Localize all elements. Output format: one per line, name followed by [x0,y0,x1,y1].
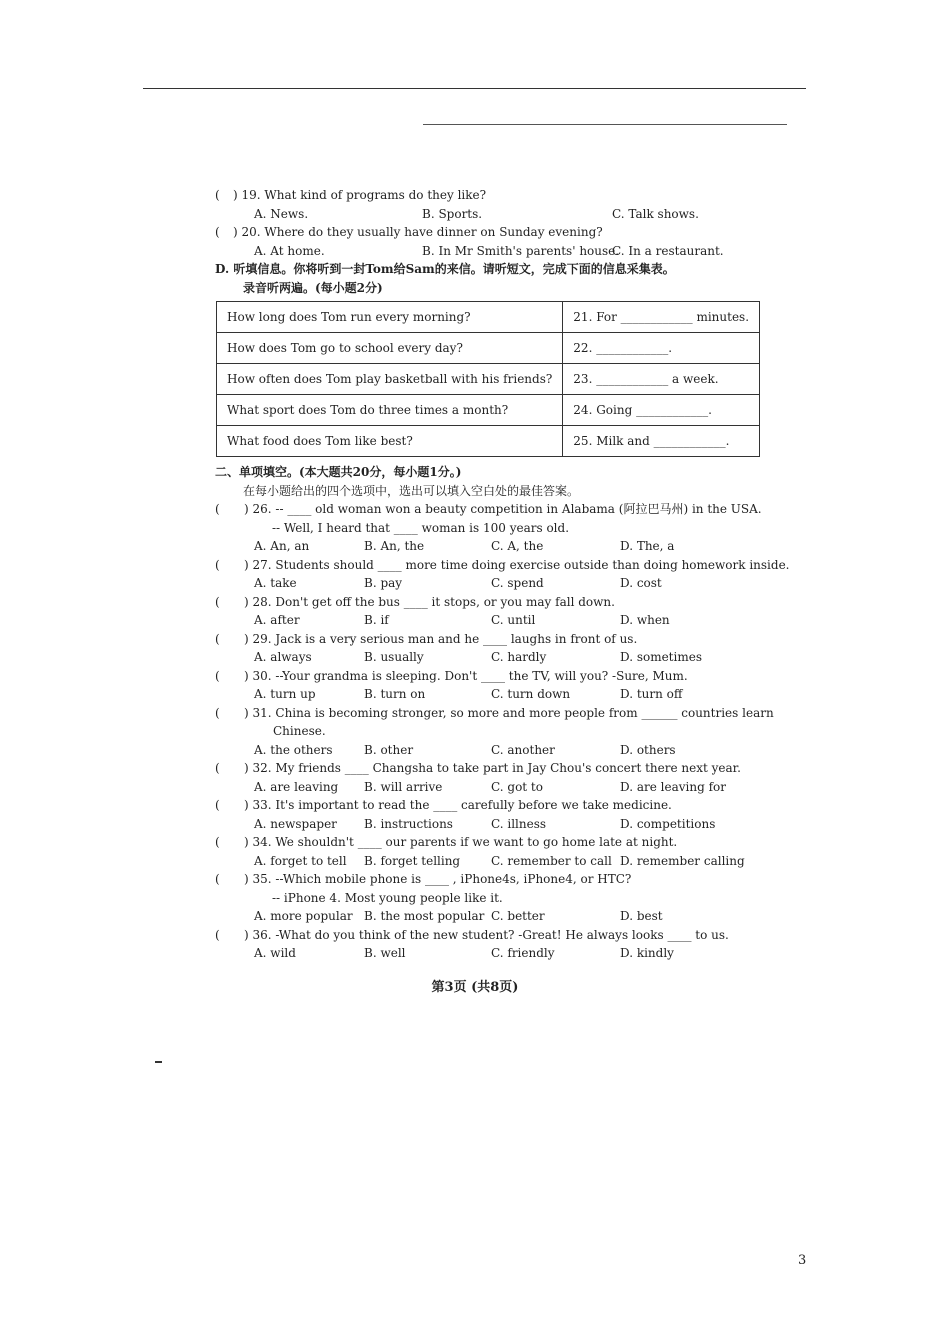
option-d: D. are leaving for [620,779,726,794]
option-b: B. usually [364,650,424,664]
option-c: C. friendly [491,946,555,960]
table-answer: 21. For ____________ minutes. [563,302,760,333]
answer-paren: ( [215,225,220,239]
question-text: ) 30. --Your grandma is sleeping. Don't ____ the TV, will you? -Sure, Mum. [244,668,688,683]
table-question: How does Tom go to school every day? [217,333,563,364]
question-text: -- iPhone 4. Most young people like it. [272,890,503,905]
answer-paren: ( [215,668,220,683]
top-rule [143,88,806,89]
table-question: What sport does Tom do three times a month? [217,395,563,426]
option-d: D. competitions [620,816,716,831]
question-27 [215,556,790,575]
option-c: C. better [491,909,545,923]
table-question: What food does Tom like best? [217,426,563,457]
answer-paren: ( [215,872,220,886]
table-row [217,426,760,457]
question-32 [215,759,745,778]
question-text: ) 31. China is becoming stronger, so more and more people from ______ countries learn [244,705,774,720]
answer-paren: ( [215,188,220,202]
question-33 [215,796,745,815]
option-a: A. newspaper [254,816,337,831]
option-d: D. kindly [620,946,674,960]
option-c: C. got to [491,779,543,794]
answer-paren: ( [215,798,220,812]
option-b: B. An, the [364,539,425,553]
option-b: B. instructions [364,816,453,831]
option-a: A. News. [254,206,309,221]
question-36 [215,926,745,945]
section-2-heading: 二、单项填空。(本大题共20分，每小题1分。) [215,465,462,479]
option-a: A. wild [254,946,296,960]
options-36 [215,944,745,963]
option-b: B. pay [364,576,403,590]
options-33 [215,815,745,834]
options-20 [215,242,745,261]
option-c: C. turn down [491,687,571,701]
option-b: B. In Mr Smith's parents' house. [422,243,620,258]
answer-paren: ( [215,927,220,942]
question-34 [215,833,745,852]
option-a: A. the others [254,742,333,757]
option-b: B. turn on [364,687,426,701]
question-20 [215,223,745,242]
question-text: ) 34. We shouldn't ____ our parents if we want to go home late at night. [244,835,678,849]
option-b: B. well [364,946,406,960]
page-number: 3 [798,1253,807,1268]
table-answer: 24. Going ____________. [563,395,760,426]
option-c: C. In a restaurant. [612,243,724,258]
options-31 [215,741,745,760]
answer-paren: ( [215,557,220,572]
question-31 [215,704,774,723]
question-text: ) 32. My friends ____ Changsha to take part in Jay Chou's concert there next year. [244,761,741,775]
option-a: A. after [254,613,300,627]
question-26 [215,500,762,519]
options-19 [215,205,745,224]
option-c: C. until [491,613,536,627]
option-a: A. At home. [254,243,325,258]
answer-paren: ( [215,631,220,646]
option-c: C. hardly [491,650,547,664]
question-text: ) 35. --Which mobile phone is ____ , iPhone4s, iPhone4, or HTC? [244,872,632,886]
question-text: ) 33. It's important to read the ____ carefully before we take medicine. [244,798,672,812]
option-d: D. remember calling [620,853,745,868]
option-b: B. will arrive [364,779,443,794]
table-answer: 22. ____________. [563,333,760,364]
option-d: D. best [620,909,663,923]
info-table [216,301,760,457]
answer-paren: ( [215,761,220,775]
options-27 [215,574,745,593]
question-text: ) 19. What kind of programs do they like? [233,188,487,202]
table-question: How long does Tom run every morning? [217,302,563,333]
exam-content [215,186,790,963]
table-row [217,395,760,426]
section-2-instruction: 在每小题给出的四个选项中，选出可以填入空白处的最佳答案。 [243,483,580,498]
option-c: C. another [491,742,555,757]
question-text: Chinese. [273,724,326,738]
question-30 [215,667,745,686]
table-answer: 23. ____________ a week. [563,364,760,395]
question-text: ) 27. Students should ____ more time doing exercise outside than doing homework inside. [244,557,790,572]
question-text: ) 28. Don't get off the bus ____ it stops, or you may fall down. [244,594,615,609]
option-d: D. turn off [620,687,683,701]
question-text: -- Well, I heard that ____ woman is 100 years old. [272,520,570,535]
answer-paren: ( [215,835,220,849]
table-answer: 25. Milk and ____________. [563,426,760,457]
option-a: A. more popular [254,909,353,923]
option-b: B. Sports. [422,206,483,221]
question-text: ) 20. Where do they usually have dinner on Sunday evening? [233,225,603,239]
option-d: D. cost [620,576,662,590]
option-b: B. other [364,742,414,757]
option-a: A. forget to tell [254,853,347,868]
options-28 [215,611,745,630]
scan-mark [155,1061,162,1063]
option-d: D. others [620,742,676,757]
section-d-heading: D. 听填信息。你将听到一封Tom给Sam的来信。请听短文，完成下面的信息采集表。 [215,262,675,276]
answer-paren: ( [215,594,220,609]
options-30 [215,685,745,704]
option-b: B. the most popular [364,909,485,923]
options-26 [215,537,745,556]
options-32 [215,778,745,797]
section-d-note: 录音听两遍。(每小题2分) [243,280,383,295]
option-a: A. An, an [254,539,310,553]
option-c: C. remember to call [491,853,612,868]
question-35-line2 [215,889,745,908]
page-footer: 第3页 (共8页) [431,980,519,995]
option-d: D. The, a [620,539,675,553]
option-d: D. when [620,613,670,627]
option-a: A. are leaving [254,779,339,794]
question-29 [215,630,745,649]
question-text: ) 26. -- ____ old woman won a beauty competition in Alabama (阿拉巴马州) in the USA. [244,502,762,516]
table-question: How often does Tom play basketball with his friends? [217,364,563,395]
table-row [217,364,760,395]
option-a: A. take [254,576,297,590]
options-29 [215,648,745,667]
option-a: A. always [254,650,312,664]
question-19 [215,186,745,205]
question-31-line2 [215,722,745,741]
scan-line [423,124,787,125]
option-c: C. A, the [491,539,544,553]
table-row [217,302,760,333]
table-row [217,333,760,364]
option-a: A. turn up [254,687,316,701]
answer-paren: ( [215,502,220,516]
question-text: ) 29. Jack is a very serious man and he ____ laughs in front of us. [244,631,638,646]
question-26-line2 [215,519,745,538]
question-35 [215,870,745,889]
option-c: C. spend [491,576,544,590]
answer-paren: ( [215,705,220,720]
options-35 [215,907,745,926]
question-text: ) 36. -What do you think of the new student? -Great! He always looks ____ to us. [244,927,729,942]
option-c: C. illness [491,816,547,831]
option-b: B. if [364,613,389,627]
question-28 [215,593,745,612]
options-34 [215,852,745,871]
option-d: D. sometimes [620,650,702,664]
option-c: C. Talk shows. [612,206,699,221]
option-b: B. forget telling [364,853,461,868]
